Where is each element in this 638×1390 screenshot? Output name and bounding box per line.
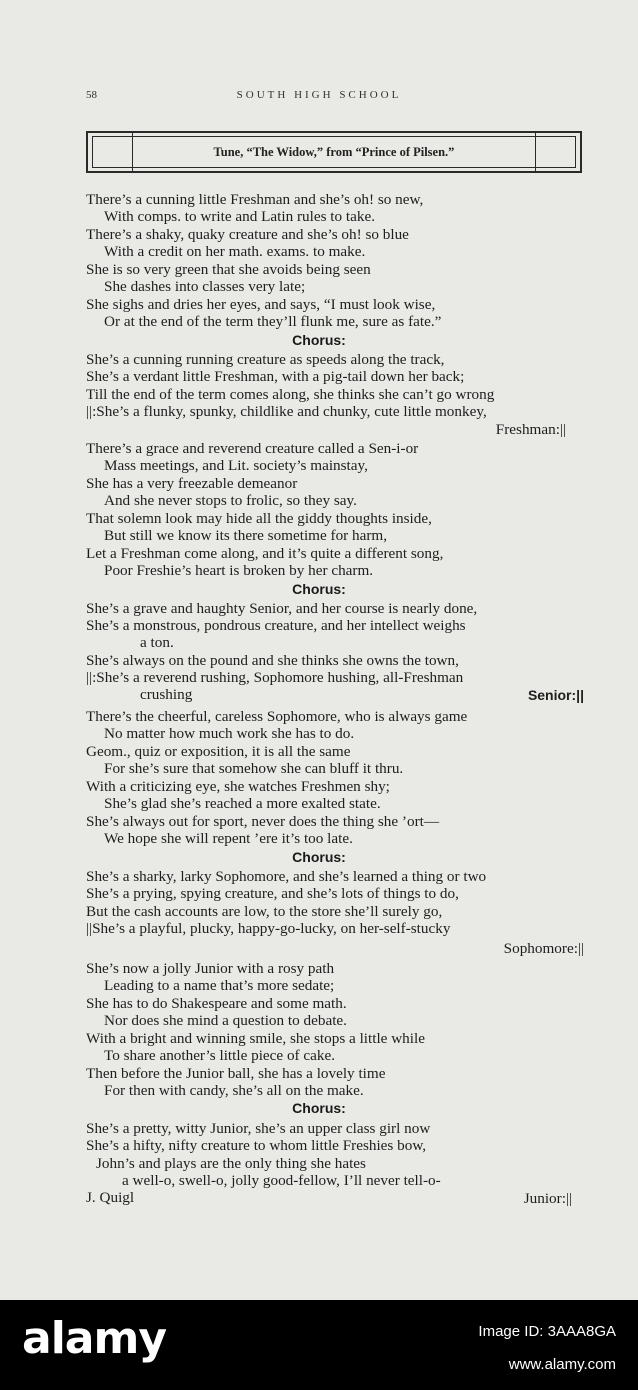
verse-line: She’s glad she’s reached a more exalted state. xyxy=(104,795,381,812)
chorus-heading: Chorus: xyxy=(292,581,346,597)
chorus-line: ||:She’s a flunky, spunky, childlike and chunky, cute little monkey, xyxy=(86,403,487,420)
chorus-line: But the cash accounts are low, to the store she’ll surely go, xyxy=(86,903,443,920)
chorus-refrain: Sophomore:|| xyxy=(503,940,584,957)
verse-line: For she’s sure that somehow she can bluff it thru. xyxy=(104,760,404,777)
image-id: Image ID: 3AAA8GA xyxy=(478,1323,616,1340)
verse-line: With comps. to write and Latin rules to take. xyxy=(104,208,376,225)
verse-line: That solemn look may hide all the giddy thoughts inside, xyxy=(86,510,432,527)
chorus-refrain: Junior:|| xyxy=(523,1190,572,1207)
verse-line: There’s a shaky, quaky creature and she’s oh! so blue xyxy=(86,226,409,243)
verse-line: Then before the Junior ball, she has a lovely time xyxy=(86,1065,386,1082)
verse-line: We hope she will repent ’ere it’s too late. xyxy=(104,830,353,847)
chorus-heading: Chorus: xyxy=(292,849,346,865)
running-head xyxy=(0,87,638,107)
verse-line: Geom., quiz or exposition, it is all the same xyxy=(86,743,351,760)
verse-line: There’s a grace and reverend creature called a Sen-i-or xyxy=(86,440,419,457)
verse-line: With a criticizing eye, she watches Freshmen shy; xyxy=(86,778,390,795)
verse-line: With a bright and winning smile, she stops a little while xyxy=(86,1030,425,1047)
chorus-line: She’s always on the pound and she thinks she owns the town, xyxy=(86,652,459,669)
chorus-line: ||She’s a playful, plucky, happy-go-lucky, on her-self-stucky xyxy=(86,920,451,937)
chorus-line: She’s a monstrous, pondrous creature, and her intellect weighs xyxy=(86,617,466,634)
chorus-line: a ton. xyxy=(140,634,174,651)
verse-line: To share another’s little piece of cake. xyxy=(104,1047,336,1064)
verse-line: She dashes into classes very late; xyxy=(104,278,306,295)
verse-line: And she never stops to frolic, so they say. xyxy=(104,492,357,509)
verse-line: But still we know its there sometime for harm, xyxy=(104,527,388,544)
verse-line: Leading to a name that’s more sedate; xyxy=(104,977,335,994)
verse-line: She has a very freezable demeanor xyxy=(86,475,298,492)
chorus-line: She’s a grave and haughty Senior, and her course is nearly done, xyxy=(86,600,478,617)
verse-line: For then with candy, she’s all on the make. xyxy=(104,1082,364,1099)
chorus-line: She’s a verdant little Freshman, with a pig-tail down her back; xyxy=(86,368,465,385)
tune-heading: Tune, “The Widow,” from “Prince of Pilsen.” xyxy=(213,145,455,159)
verse-line: With a credit on her math. exams. to make. xyxy=(104,243,366,260)
tune-box xyxy=(86,131,582,173)
verse-line: Let a Freshman come along, and it’s quite a different song, xyxy=(86,545,444,562)
verse-line: Poor Freshie’s heart is broken by her charm. xyxy=(104,562,374,579)
chorus-line: a well-o, swell-o, jolly good-fellow, I’ll never tell-o- xyxy=(122,1172,441,1189)
chorus-line: She’s a cunning running creature as speeds along the track, xyxy=(86,351,445,368)
chorus-line: She’s a sharky, larky Sophomore, and she’s learned a thing or two xyxy=(86,868,487,885)
verse-line: No matter how much work she has to do. xyxy=(104,725,355,742)
chorus-line: She’s a hifty, nifty creature to whom little Freshies bow, xyxy=(86,1137,427,1154)
signature: J. Quigl xyxy=(86,1189,135,1206)
chorus-line: crushing xyxy=(140,686,193,703)
site-url: www.alamy.com xyxy=(508,1356,616,1373)
page-number: 58 xyxy=(86,89,97,101)
verse-line: She sighs and dries her eyes, and says, “I must look wise, xyxy=(86,296,436,313)
verse-line: She has to do Shakespeare and some math. xyxy=(86,995,347,1012)
verse-line: She is so very green that she avoids being seen xyxy=(86,261,371,278)
chorus-line: John’s and plays are the only thing she hates xyxy=(96,1155,366,1172)
chorus-refrain: Senior:|| xyxy=(527,687,584,703)
verse-line: Nor does she mind a question to debate. xyxy=(104,1012,347,1029)
verse-line: She’s now a jolly Junior with a rosy path xyxy=(86,960,335,977)
chorus-heading: Chorus: xyxy=(292,1100,346,1116)
chorus-line: She’s a pretty, witty Junior, she’s an upper class girl now xyxy=(86,1120,431,1137)
chorus-heading: Chorus: xyxy=(292,332,346,348)
running-title: SOUTH HIGH SCHOOL xyxy=(236,89,402,101)
chorus-line: ||:She’s a reverend rushing, Sophomore hushing, all-Freshman xyxy=(86,669,464,686)
verse-line: She’s always out for sport, never does the thing she ’ort— xyxy=(86,813,440,830)
chorus-line: She’s a prying, spying creature, and she’s lots of things to do, xyxy=(86,885,459,902)
verse-line: There’s a cunning little Freshman and she’s oh! so new, xyxy=(86,191,424,208)
verse-line: Mass meetings, and Lit. society’s mainstay, xyxy=(104,457,368,474)
verse-line: There’s the cheerful, careless Sophomore, who is always game xyxy=(86,708,468,725)
watermark-bar xyxy=(0,1300,638,1390)
chorus-refrain: Freshman:|| xyxy=(495,421,566,438)
verse-line: Or at the end of the term they’ll flunk me, sure as fate.” xyxy=(104,313,442,330)
brand-logo: alamy xyxy=(22,1313,166,1364)
chorus-line: Till the end of the term comes along, she thinks she can’t go wrong xyxy=(86,386,495,403)
